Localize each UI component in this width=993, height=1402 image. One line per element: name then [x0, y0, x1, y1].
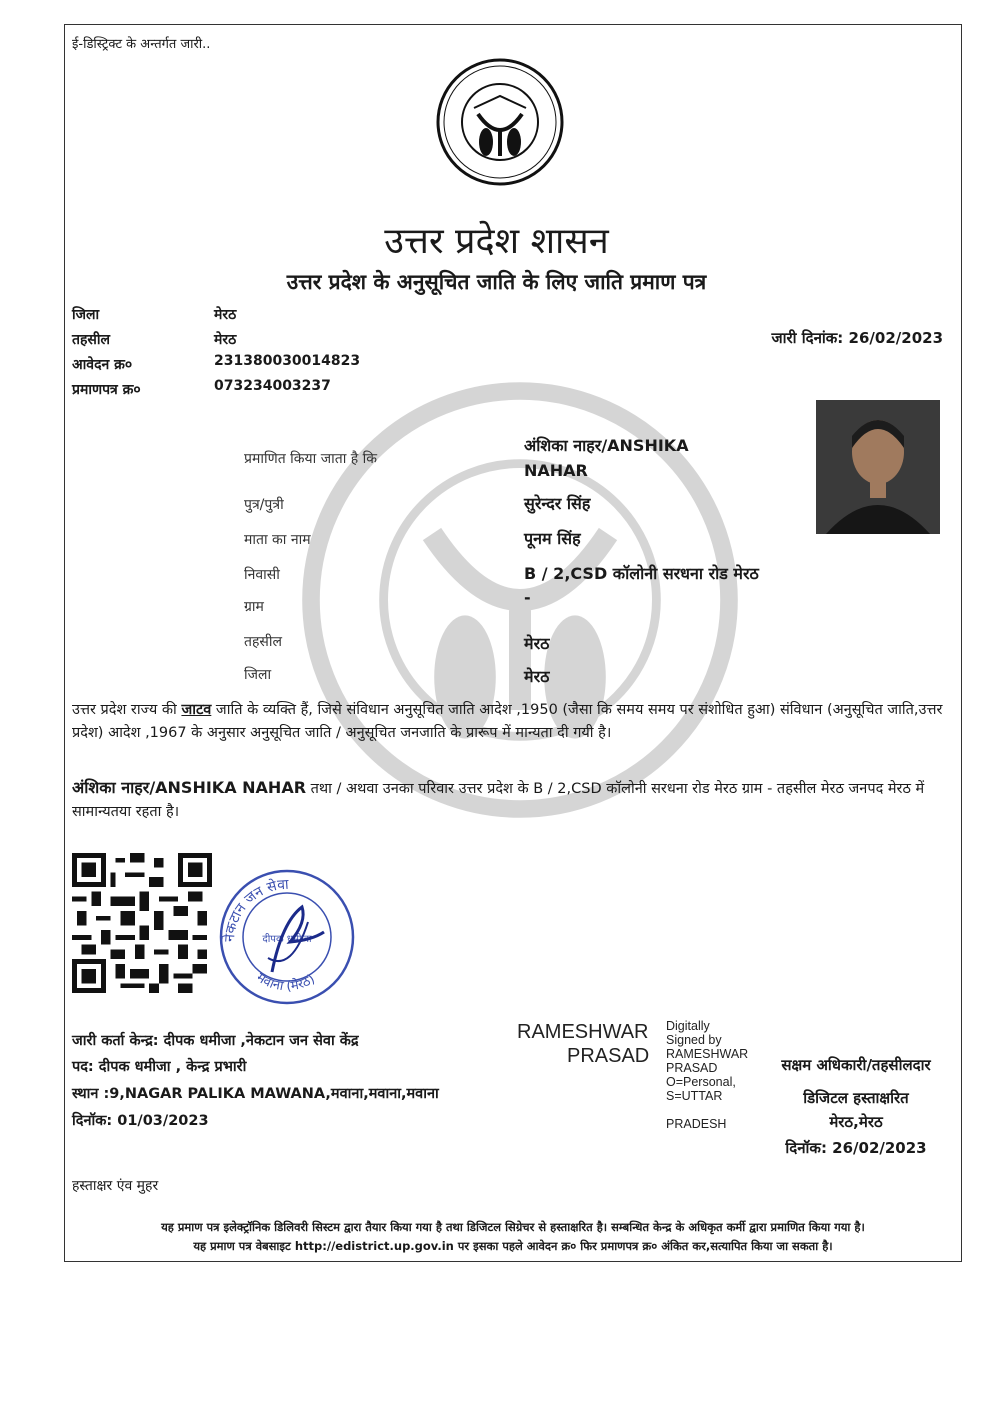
- stamp-text-top: नेकटान जन सेवा: [221, 876, 290, 943]
- village-value: -: [524, 588, 531, 607]
- residence-value: B / 2,CSD कॉलोनी सरधना रोड मेरठ: [524, 564, 759, 583]
- caste-statement-prefix: उत्तर प्रदेश राज्य की: [72, 702, 182, 718]
- dsig-line: PRADESH: [666, 1117, 727, 1131]
- caste-statement: [72, 699, 952, 745]
- issuer-place: स्थान :9,NAGAR PALIKA MAWANA,मवाना,मवाना,मवाना: [72, 1086, 439, 1102]
- applicant-name-line2: NAHAR: [524, 461, 588, 480]
- issuer-designation: पद: दीपक धमीजा , केन्द्र प्रभारी: [72, 1059, 247, 1075]
- footer-line-1: यह प्रमाण पत्र इलेक्ट्रॉनिक डिलिवरी सिस्टम द्वारा तैयार किया गया है तथा डिजिटल सिग्रेचर से हस्ताक्षरित है। सम्बन्धित केन्द्र के अधिकृत कर्मी द्वारा प्रमाणित किया गया है।: [161, 1220, 865, 1234]
- applicant-photo: [816, 400, 940, 534]
- stamp-text-bottom: मवाना (मेरठ): [253, 970, 318, 995]
- dsig-line: Signed by: [666, 1033, 722, 1047]
- certificate-subtitle: उत्तर प्रदेश के अनुसूचित जाति के लिए जाति प्रमाण पत्र: [286, 270, 707, 294]
- detail-tehsil-value: मेरठ: [524, 634, 550, 653]
- person-photo-icon: [816, 400, 940, 534]
- authority-signed: डिजिटल हस्ताक्षरित: [803, 1089, 909, 1107]
- digital-signer-name-line2: PRASAD: [567, 1045, 650, 1067]
- dsig-line: PRASAD: [666, 1061, 718, 1075]
- district-label: जिला: [72, 307, 100, 323]
- up-government-seal-icon: [434, 56, 566, 188]
- issue-date: [771, 328, 943, 348]
- applicant-name-line1: अंशिका नाहर/ANSHIKA: [524, 436, 689, 455]
- residence-label: निवासी: [244, 567, 280, 583]
- issuer-date: दिनॉक: 01/03/2023: [72, 1113, 209, 1129]
- qr-code-icon: [72, 853, 212, 993]
- detail-district-value: मेरठ: [524, 667, 550, 686]
- residence-statement-rest: तथा / अथवा उनका परिवार उत्तर प्रदेश के B / 2,CSD कॉलोनी सरधना रोड मेरठ ग्राम - तहसील मेरठ जनपद मेरठ में सामान्यतया रहता है।: [72, 781, 925, 820]
- mother-value: पूनम सिंह: [524, 529, 581, 548]
- issuing-center: जारी कर्ता केन्द्र: दीपक धमीजा ,नेकटान जन सेवा केंद्र: [72, 1033, 359, 1049]
- tehsil-label: तहसील: [72, 332, 110, 348]
- certified-label: प्रमाणित किया जाता है कि: [244, 451, 378, 467]
- dsig-line: O=Personal,: [666, 1075, 736, 1089]
- page-title: उत्तर प्रदेश शासन: [384, 221, 609, 262]
- authority-date: दिनॉक: 26/02/2023: [785, 1139, 927, 1157]
- dsig-line: RAMESHWAR: [666, 1047, 749, 1061]
- digital-signer-name-line1: RAMESHWAR: [517, 1021, 649, 1043]
- digital-signature-details: [666, 1019, 748, 1131]
- dsig-line: Digitally: [666, 1019, 710, 1033]
- issue-date-label: जारी दिनांक:: [771, 329, 844, 347]
- center-rubber-stamp: [212, 862, 362, 1012]
- footer-line-2: यह प्रमाण पत्र वेबसाइट http://edistrict.up.gov.in पर इसका पहले आवेदन क्र० फिर प्रमाणपत्र क्र० अंकित कर,सत्यापित किया जा सकता है।: [193, 1239, 833, 1253]
- signature-seal-label: हस्ताक्षर एंव मुहर: [72, 1178, 159, 1194]
- district-value: मेरठ: [214, 307, 237, 323]
- dsig-line: S=UTTAR: [666, 1089, 723, 1103]
- application-no-value: 231380030014823: [214, 353, 361, 369]
- mother-label: माता का नाम: [244, 532, 311, 548]
- issued-under-text: ई-डिस्ट्रिक्ट के अन्तर्गत जारी..: [72, 37, 211, 52]
- stamp-text-mid: दीपक धमीजा: [262, 934, 312, 945]
- certificate-no-value: 073234003237: [214, 378, 331, 394]
- tehsil-value: मेरठ: [214, 332, 237, 348]
- footer-note: [66, 1218, 960, 1256]
- caste-statement-rest: जाति के व्यक्ति हैं, जिसे संविधान अनुसूचित जाति आदेश ,1950 (जैसा कि समय समय पर संशोधित हुआ) संविधान (अनुसूचित जाति,उत्तर प्रदेश) आदेश ,1967 के अनुसार अनुसूचित जाति / अनुसूचित जनजाति के प्रारूप में मान्यता दी गयी है।: [72, 702, 943, 741]
- authority-place: मेरठ,मेरठ: [829, 1113, 883, 1131]
- parent-value: सुरेन्दर सिंह: [524, 494, 591, 513]
- caste-name: जाटव: [181, 702, 212, 718]
- residence-statement-name: अंशिका नाहर/ANSHIKA NAHAR: [72, 778, 307, 797]
- authority-title: सक्षम अधिकारी/तहसीलदार: [781, 1056, 931, 1074]
- residence-statement: [72, 776, 952, 824]
- parent-label: पुत्र/पुत्री: [244, 497, 284, 513]
- issue-date-value: 26/02/2023: [848, 329, 943, 347]
- certificate-no-label: प्रमाणपत्र क्र०: [72, 382, 141, 398]
- detail-tehsil-label: तहसील: [244, 634, 282, 650]
- detail-district-label: जिला: [244, 667, 272, 683]
- village-label: ग्राम: [244, 599, 264, 615]
- application-no-label: आवेदन क्र०: [72, 357, 133, 373]
